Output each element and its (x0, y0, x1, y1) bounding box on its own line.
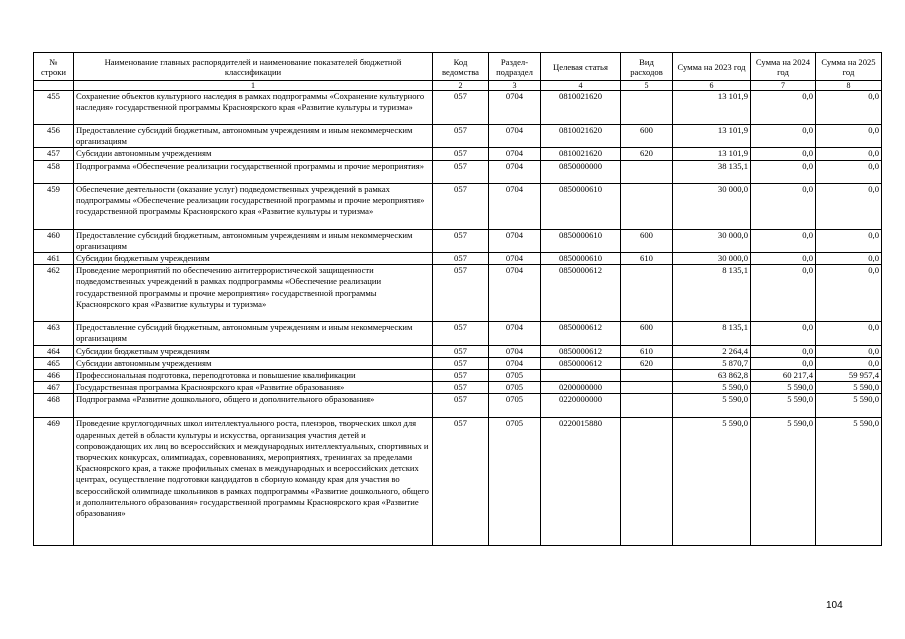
row-sum-2024: 5 590,0 (751, 418, 816, 546)
row-exp-type (621, 91, 673, 125)
column-number: 5 (621, 81, 673, 91)
row-section: 0704 (489, 91, 541, 125)
row-section: 0704 (489, 357, 541, 369)
row-sum-2024: 0,0 (751, 357, 816, 369)
row-sum-2025: 5 590,0 (816, 394, 882, 418)
row-target: 0850000612 (541, 357, 621, 369)
row-number: 459 (34, 183, 74, 229)
column-number (34, 81, 74, 91)
row-number: 458 (34, 160, 74, 183)
row-dept-code: 057 (433, 91, 489, 125)
row-sum-2025: 0,0 (816, 125, 882, 148)
table-row (34, 418, 882, 546)
row-dept-code: 057 (433, 125, 489, 148)
row-number: 461 (34, 253, 74, 265)
column-number: 7 (751, 81, 816, 91)
row-target: 0200000000 (541, 382, 621, 394)
row-sum-2025: 0,0 (816, 91, 882, 125)
row-sum-2025: 0,0 (816, 345, 882, 357)
column-number: 3 (489, 81, 541, 91)
row-sum-2023: 8 135,1 (673, 265, 751, 322)
row-number: 464 (34, 345, 74, 357)
row-section: 0704 (489, 160, 541, 183)
header-name: Наименование главных распорядителей и наименование показателей бюджетной классификации (74, 53, 433, 81)
row-name: Предоставление субсидий бюджетным, автономным учреждениям и иным некоммерческим организациям (74, 322, 433, 345)
row-exp-type (621, 370, 673, 382)
row-number: 455 (34, 91, 74, 125)
row-sum-2024: 0,0 (751, 345, 816, 357)
row-name: Подпрограмма «Развитие дошкольного, общего и дополнительного образования» (74, 394, 433, 418)
row-section: 0705 (489, 382, 541, 394)
table-row (34, 382, 882, 394)
row-sum-2025: 0,0 (816, 322, 882, 345)
row-sum-2023: 13 101,9 (673, 91, 751, 125)
table-row (34, 265, 882, 322)
header-exp-type: Вид расходов (621, 53, 673, 81)
row-dept-code: 057 (433, 253, 489, 265)
budget-table (33, 52, 882, 546)
table-row (34, 357, 882, 369)
column-number: 1 (74, 81, 433, 91)
row-name: Субсидии автономным учреждениям (74, 357, 433, 369)
row-target: 0850000610 (541, 183, 621, 229)
column-number: 2 (433, 81, 489, 91)
row-sum-2024: 60 217,4 (751, 370, 816, 382)
page-number: 104 (826, 600, 843, 611)
row-section: 0704 (489, 345, 541, 357)
row-dept-code: 057 (433, 394, 489, 418)
row-dept-code: 057 (433, 229, 489, 252)
row-target: 0850000612 (541, 265, 621, 322)
row-sum-2023: 5 590,0 (673, 418, 751, 546)
row-sum-2023: 5 590,0 (673, 394, 751, 418)
row-number: 457 (34, 148, 74, 160)
row-number: 466 (34, 370, 74, 382)
header-row-no: № строки (34, 53, 74, 81)
row-sum-2023: 30 000,0 (673, 229, 751, 252)
header-sum-2024: Сумма на 2024 год (751, 53, 816, 81)
row-name: Проведение мероприятий по обеспечению антитеррористической защищенности подведомственных учреждений в рамках подпрограммы «Обеспечение реализации государственной программы и прочие мероприятия» государственной программы Красноярского края «Развитие культуры и туризма» (74, 265, 433, 322)
row-exp-type: 610 (621, 253, 673, 265)
row-target: 0850000612 (541, 345, 621, 357)
row-number: 460 (34, 229, 74, 252)
table-row (34, 125, 882, 148)
row-name: Предоставление субсидий бюджетным, автономным учреждениям и иным некоммерческим организациям (74, 125, 433, 148)
column-number: 6 (673, 81, 751, 91)
column-number: 4 (541, 81, 621, 91)
row-section: 0705 (489, 418, 541, 546)
row-exp-type (621, 394, 673, 418)
row-sum-2023: 30 000,0 (673, 183, 751, 229)
row-number: 467 (34, 382, 74, 394)
row-section: 0704 (489, 265, 541, 322)
row-number: 468 (34, 394, 74, 418)
row-exp-type: 600 (621, 322, 673, 345)
row-sum-2023: 5 590,0 (673, 382, 751, 394)
row-dept-code: 057 (433, 148, 489, 160)
row-section: 0704 (489, 253, 541, 265)
row-sum-2025: 5 590,0 (816, 382, 882, 394)
row-exp-type: 600 (621, 229, 673, 252)
row-name: Субсидии бюджетным учреждениям (74, 253, 433, 265)
row-sum-2025: 0,0 (816, 160, 882, 183)
table-row (34, 160, 882, 183)
row-name: Профессиональная подготовка, переподготовка и повышение квалификации (74, 370, 433, 382)
row-exp-type (621, 183, 673, 229)
table-row (34, 183, 882, 229)
table-row (34, 253, 882, 265)
row-sum-2023: 8 135,1 (673, 322, 751, 345)
row-name: Субсидии автономным учреждениям (74, 148, 433, 160)
row-dept-code: 057 (433, 160, 489, 183)
row-section: 0704 (489, 322, 541, 345)
header-sum-2025: Сумма на 2025 год (816, 53, 882, 81)
row-section: 0705 (489, 394, 541, 418)
header-section: Раздел-подраздел (489, 53, 541, 81)
row-dept-code: 057 (433, 345, 489, 357)
table-row (34, 394, 882, 418)
row-exp-type (621, 382, 673, 394)
row-sum-2025: 0,0 (816, 183, 882, 229)
row-sum-2024: 0,0 (751, 160, 816, 183)
row-sum-2024: 0,0 (751, 229, 816, 252)
row-name: Государственная программа Красноярского края «Развитие образования» (74, 382, 433, 394)
row-exp-type: 610 (621, 345, 673, 357)
row-name: Проведение круглогодичных школ интеллектуального роста, пленэров, творческих школ для одаренных детей в области культуры и искусства, организация участия детей и сопровождающих их лиц во всероссийских и международных интеллектуальных, спортивных и творческих конкурсах, олимпиадах, соревнованиях, мероприятиях, тренингах за пределами Красноярского края, а также профильных сменах в международных и всероссийских детских центрах, осуществление подготовки кандидатов в сборную команду края для участия во всероссийской олимпиаде школьников в рамках подпрограммы «Развитие дошкольного, общего и дополнительного образования» государственной программы Красноярского края «Развитие образования» (74, 418, 433, 546)
row-sum-2025: 0,0 (816, 229, 882, 252)
row-sum-2025: 0,0 (816, 148, 882, 160)
row-exp-type (621, 418, 673, 546)
row-target: 0850000610 (541, 253, 621, 265)
table-row (34, 370, 882, 382)
header-target: Целевая статья (541, 53, 621, 81)
row-target: 0220015880 (541, 418, 621, 546)
row-name: Предоставление субсидий бюджетным, автономным учреждениям и иным некоммерческим организациям (74, 229, 433, 252)
row-target: 0850000000 (541, 160, 621, 183)
row-sum-2023: 30 000,0 (673, 253, 751, 265)
row-section: 0704 (489, 229, 541, 252)
row-number: 456 (34, 125, 74, 148)
row-dept-code: 057 (433, 183, 489, 229)
row-number: 462 (34, 265, 74, 322)
row-section: 0704 (489, 183, 541, 229)
row-sum-2023: 5 870,7 (673, 357, 751, 369)
row-number: 465 (34, 357, 74, 369)
table-row (34, 148, 882, 160)
column-number-row (34, 81, 882, 91)
header-sum-2023: Сумма на 2023 год (673, 53, 751, 81)
row-section: 0704 (489, 148, 541, 160)
row-sum-2024: 0,0 (751, 253, 816, 265)
row-target: 0810021620 (541, 125, 621, 148)
column-number: 8 (816, 81, 882, 91)
row-sum-2025: 5 590,0 (816, 418, 882, 546)
row-sum-2025: 59 957,4 (816, 370, 882, 382)
row-sum-2023: 63 862,8 (673, 370, 751, 382)
row-dept-code: 057 (433, 382, 489, 394)
row-sum-2024: 0,0 (751, 265, 816, 322)
row-sum-2024: 0,0 (751, 322, 816, 345)
row-target: 0810021620 (541, 91, 621, 125)
row-target: 0850000610 (541, 229, 621, 252)
table-row (34, 91, 882, 125)
table-row (34, 322, 882, 345)
row-sum-2024: 5 590,0 (751, 394, 816, 418)
row-exp-type: 620 (621, 148, 673, 160)
row-dept-code: 057 (433, 265, 489, 322)
row-number: 463 (34, 322, 74, 345)
table-header-row (34, 53, 882, 81)
row-sum-2024: 5 590,0 (751, 382, 816, 394)
row-exp-type (621, 265, 673, 322)
row-dept-code: 057 (433, 322, 489, 345)
row-exp-type: 600 (621, 125, 673, 148)
row-target: 0810021620 (541, 148, 621, 160)
row-target: 0220000000 (541, 394, 621, 418)
row-sum-2024: 0,0 (751, 91, 816, 125)
table-row (34, 229, 882, 252)
row-name: Субсидии бюджетным учреждениям (74, 345, 433, 357)
row-sum-2024: 0,0 (751, 125, 816, 148)
row-sum-2024: 0,0 (751, 183, 816, 229)
row-dept-code: 057 (433, 370, 489, 382)
row-sum-2024: 0,0 (751, 148, 816, 160)
row-sum-2025: 0,0 (816, 357, 882, 369)
row-sum-2023: 13 101,9 (673, 148, 751, 160)
row-sum-2023: 13 101,9 (673, 125, 751, 148)
row-sum-2023: 2 264,4 (673, 345, 751, 357)
row-sum-2025: 0,0 (816, 265, 882, 322)
row-target: 0850000612 (541, 322, 621, 345)
row-name: Обеспечение деятельности (оказание услуг) подведомственных учреждений в рамках подпрограммы «Обеспечение реализации государственной программы и прочие мероприятия» государственной программы Красноярского края «Развитие культуры и туризма» (74, 183, 433, 229)
row-target (541, 370, 621, 382)
row-dept-code: 057 (433, 357, 489, 369)
row-name: Подпрограмма «Обеспечение реализации государственной программы и прочие мероприятия» (74, 160, 433, 183)
row-sum-2025: 0,0 (816, 253, 882, 265)
row-dept-code: 057 (433, 418, 489, 546)
row-section: 0705 (489, 370, 541, 382)
row-section: 0704 (489, 125, 541, 148)
row-sum-2023: 38 135,1 (673, 160, 751, 183)
row-name: Сохранение объектов культурного наследия в рамках подпрограммы «Сохранение культурного наследия» государственной программы Красноярского края «Развитие культуры и туризма» (74, 91, 433, 125)
row-exp-type: 620 (621, 357, 673, 369)
table-row (34, 345, 882, 357)
row-number: 469 (34, 418, 74, 546)
row-exp-type (621, 160, 673, 183)
header-dept-code: Код ведомства (433, 53, 489, 81)
